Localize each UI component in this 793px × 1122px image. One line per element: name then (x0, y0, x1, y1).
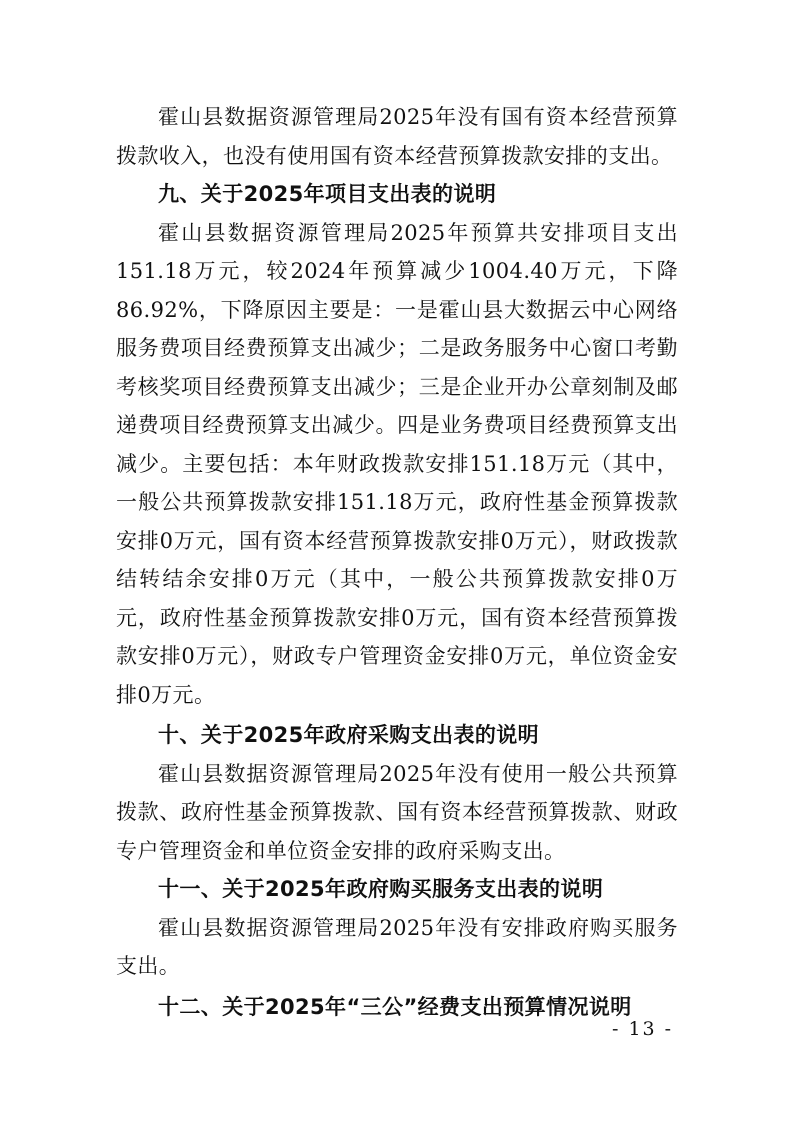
heading-three-public-expenses: 十二、关于2025年“三公”经费支出预算情况说明 (158, 994, 632, 1019)
paragraph-state-capital-budget: 霍山县数据资源管理局2025年没有国有资本经营预算拨款收入，也没有使用国有资本经营预算拨款安排的支出。 (116, 105, 678, 168)
heading-project-expenditure: 九、关于2025年项目支出表的说明 (158, 182, 497, 206)
paragraph-government-procurement: 霍山县数据资源管理局2025年没有使用一般公共预算拨款、政府性基金预算拨款、国有资本经营预算拨款、财政专户管理资金和单位资金安排的政府采购支出。 (116, 761, 678, 863)
paragraph-project-expenditure: 霍山县数据资源管理局2025年预算共安排项目支出151.18万元，较2024年预算减少1004.40万元，下降86.92%，下降原因主要是：一是霍山县大数据云中心网络服务费项目经费预算支出减少；二是政务服务中心窗口考勤考核奖项目经费预算支出减少；三是企业开办公章刻制及邮递费项目经费预算支出减少。四是业务费项目经费预算支出减少。主要包括：本年财政拨款安排151.18万元（其中，一般公共预算拨款安排151.18万元，政府性基金预算拨款安排0万元，国有资本经营预算拨款安排0万元），财政拨款结转结余安排0万元（其中，一般公共预算拨款安排0万元，政府性基金预算拨款安排0万元，国有资本经营预算拨款安排0万元），财政专户管理资金安排0万元，单位资金安排0万元。 (116, 220, 678, 707)
paragraph-government-service-purchase: 霍山县数据资源管理局2025年没有安排政府购买服务支出。 (116, 915, 678, 978)
heading-government-service-purchase: 十一、关于2025年政府购买服务支出表的说明 (158, 877, 604, 901)
heading-government-procurement: 十、关于2025年政府采购支出表的说明 (158, 723, 540, 747)
document-body (116, 98, 678, 1026)
page-number: - 13 - (612, 1018, 674, 1040)
